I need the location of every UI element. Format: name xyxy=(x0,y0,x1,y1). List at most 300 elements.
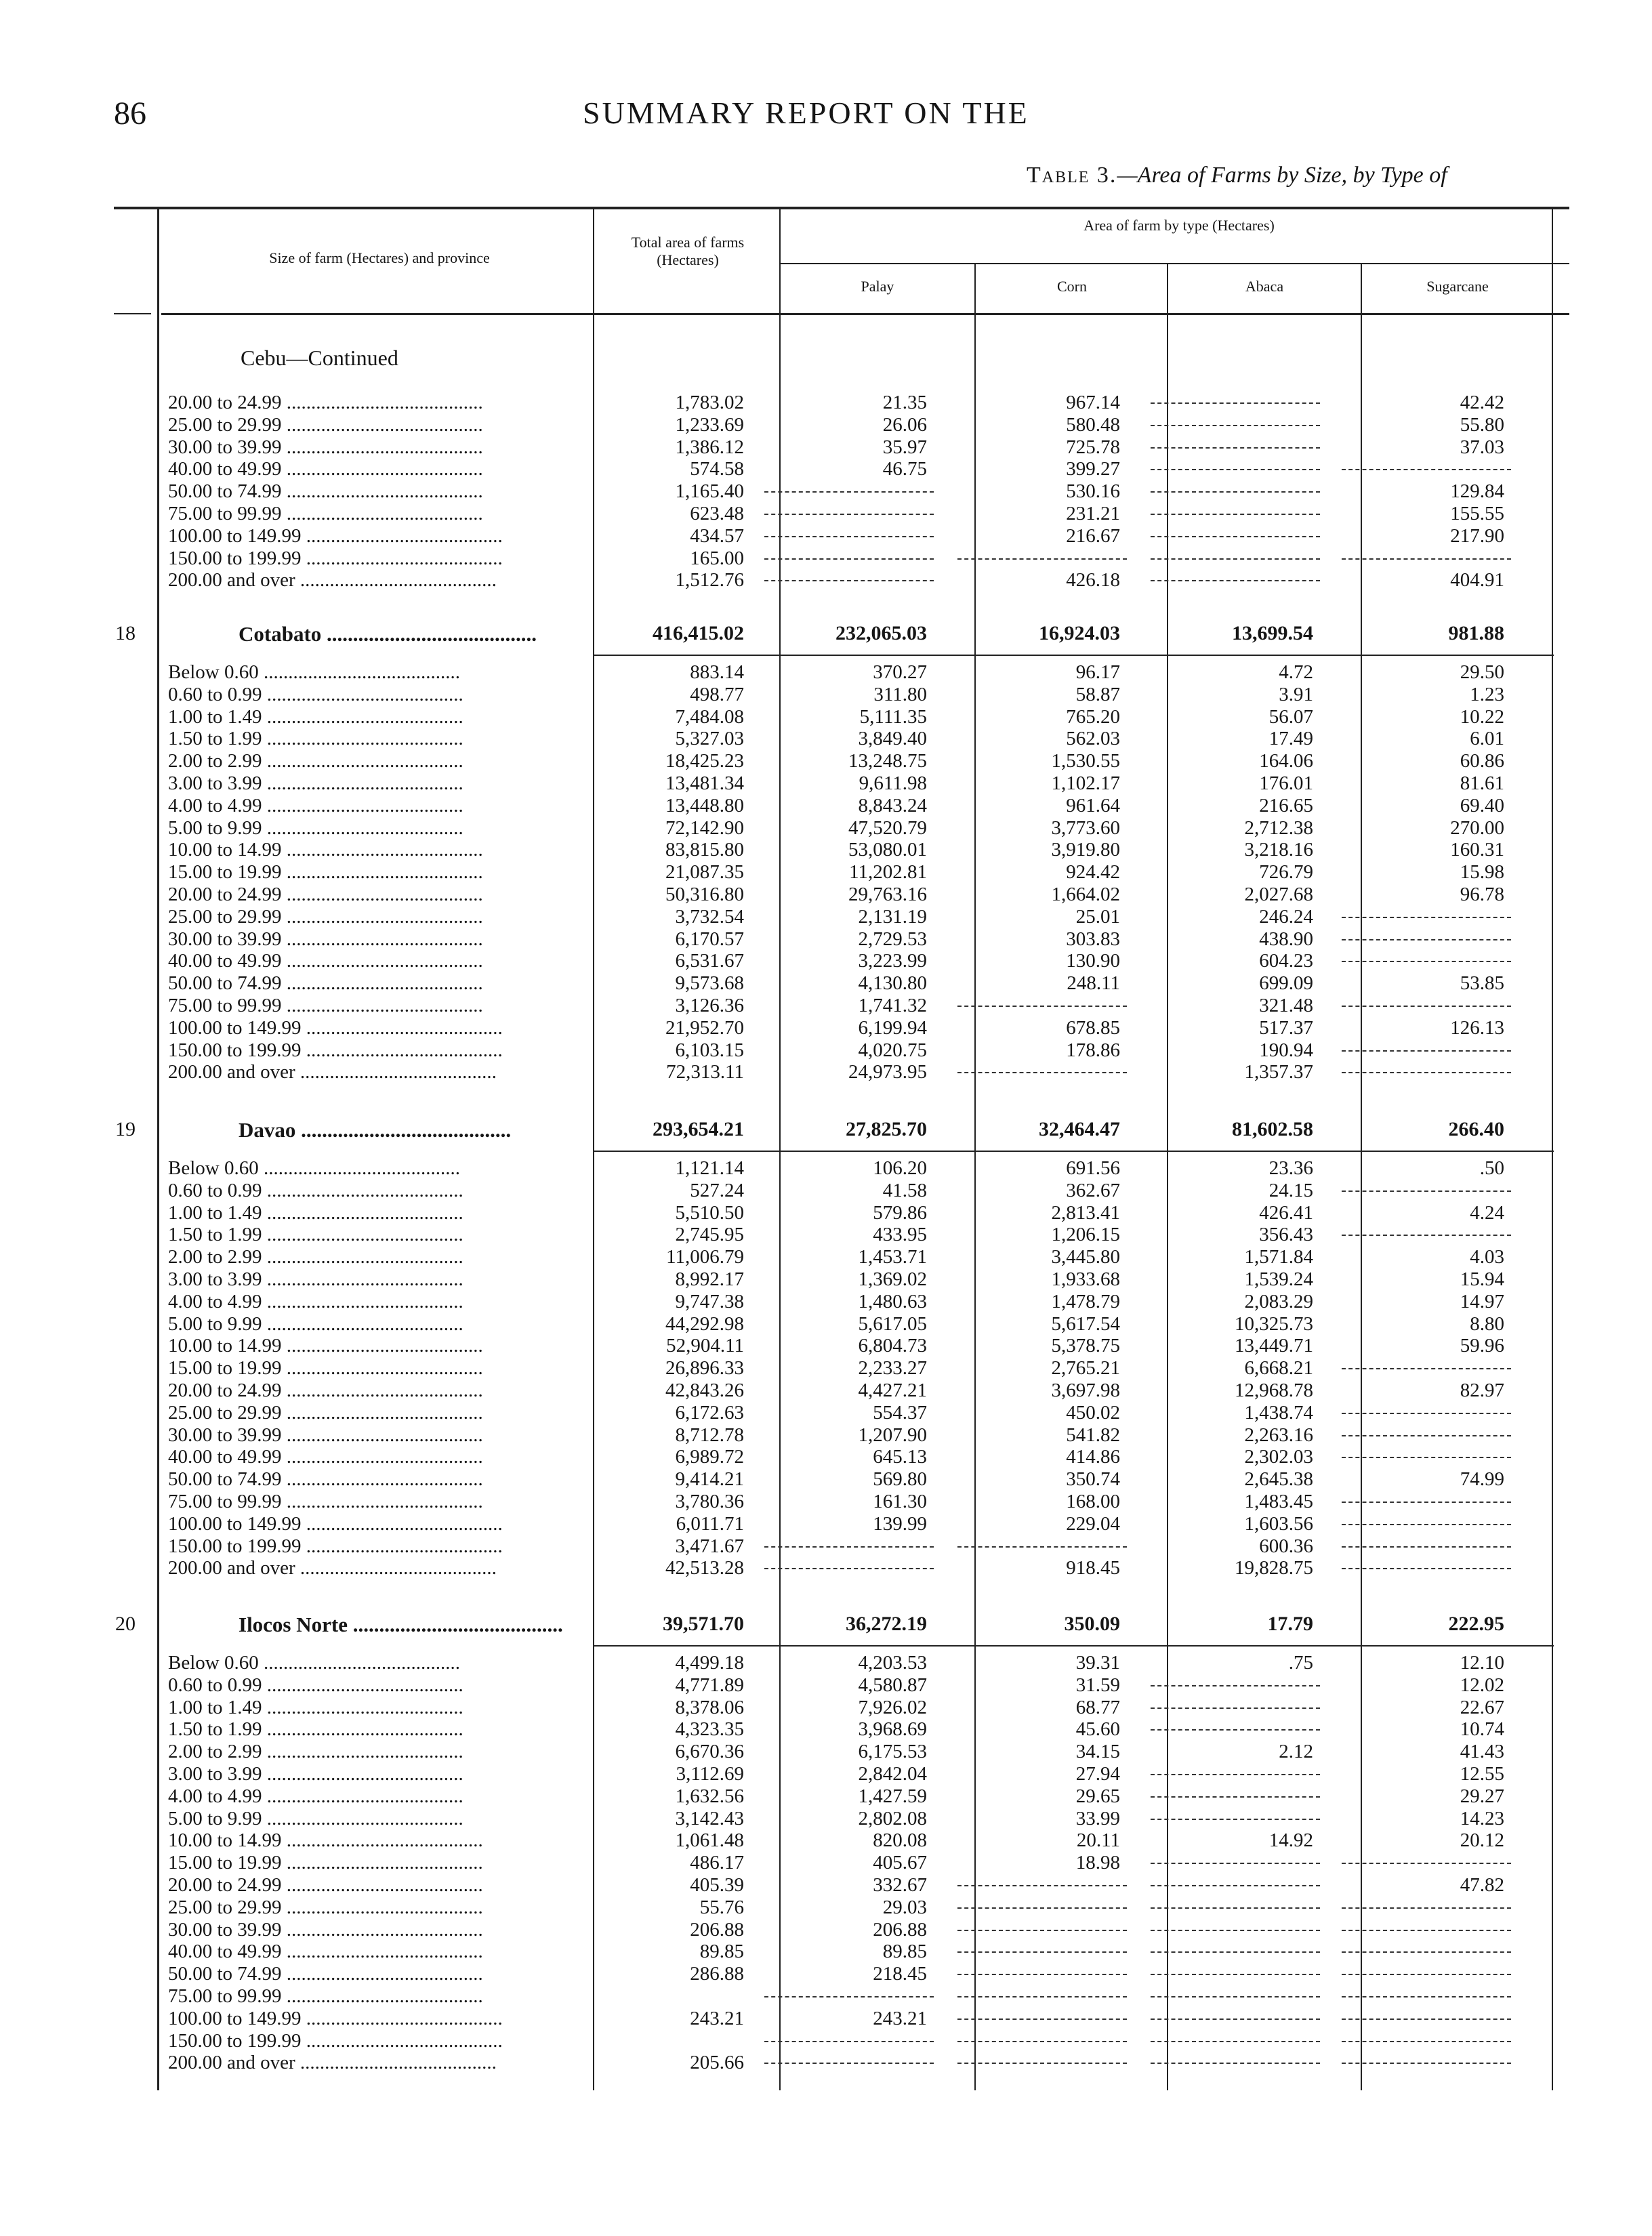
row-value-cell: 47,520.79 xyxy=(848,816,927,839)
row-value-cell: 1,664.02 xyxy=(1051,883,1120,905)
row-value-cell: 433.95 xyxy=(873,1224,927,1246)
row-value-cell: 176.01 xyxy=(1259,772,1313,794)
row-list xyxy=(168,392,1572,592)
table-row xyxy=(168,1468,1572,1491)
row-value-cell: 356.43 xyxy=(1259,1224,1313,1246)
row-value-cell: 486.17 xyxy=(690,1852,744,1874)
empty-cell-dash xyxy=(1151,1674,1320,1686)
row-value-cell: 14.97 xyxy=(1460,1290,1504,1312)
table-row xyxy=(168,1535,1572,1558)
row-value-cell: 106.20 xyxy=(873,1157,927,1179)
row-value-cell: 1,539.24 xyxy=(1244,1268,1313,1290)
row-size-label: 100.00 to 149.99 ........................................ xyxy=(168,2007,503,2029)
row-value-cell: 924.42 xyxy=(1066,861,1120,884)
row-value-cell: 1,369.02 xyxy=(858,1268,927,1290)
row-value-cell: 165.00 xyxy=(690,547,744,569)
row-value-cell: 243.21 xyxy=(873,2007,927,2029)
row-value-cell: 23.36 xyxy=(1268,1157,1313,1179)
row-size-label: 25.00 to 29.99 ........................................ xyxy=(168,905,483,928)
row-value-cell: 53.85 xyxy=(1460,972,1504,995)
empty-cell-dash xyxy=(1342,928,1511,940)
row-size-label: 5.00 to 9.99 ........................................ xyxy=(168,1312,463,1335)
province-total-cell: 36,272.19 xyxy=(846,1613,927,1635)
row-value-cell: 248.11 xyxy=(1067,972,1120,995)
row-value-cell: 13,481.34 xyxy=(665,772,744,794)
row-value-cell: 83,815.80 xyxy=(665,839,744,861)
row-value-cell: 15.98 xyxy=(1460,861,1504,884)
row-value-cell: 12.02 xyxy=(1460,1674,1504,1696)
row-value-cell: 4,130.80 xyxy=(858,972,927,995)
row-value-cell: 623.48 xyxy=(690,502,744,524)
empty-cell-dash xyxy=(1342,2052,1511,2064)
row-value-cell: 168.00 xyxy=(1066,1490,1120,1512)
row-value-cell: 72,313.11 xyxy=(666,1061,744,1083)
empty-cell-dash xyxy=(1151,1985,1320,1997)
row-value-cell: 82.97 xyxy=(1460,1379,1504,1401)
row-value-cell: 41.58 xyxy=(882,1179,927,1201)
table-row xyxy=(168,569,1572,592)
table-row xyxy=(168,547,1572,570)
row-value-cell: 139.99 xyxy=(873,1512,927,1535)
table-row xyxy=(168,1763,1572,1785)
empty-cell-dash xyxy=(957,2008,1127,2020)
row-value-cell: 6,668.21 xyxy=(1244,1357,1313,1380)
empty-cell-dash xyxy=(957,1874,1127,1886)
province-total-rule xyxy=(593,1645,1554,1647)
row-value-cell: 554.37 xyxy=(873,1401,927,1424)
empty-cell-dash xyxy=(1151,436,1320,449)
empty-cell-dash xyxy=(1342,1180,1511,1192)
empty-cell-dash xyxy=(1342,950,1511,962)
table-row xyxy=(168,1246,1572,1268)
header-bottom-rule xyxy=(161,313,1569,315)
table-row xyxy=(168,2008,1572,2030)
row-value-cell: 21,952.70 xyxy=(665,1016,744,1039)
row-value-cell: 18.98 xyxy=(1075,1852,1120,1874)
row-value-cell: 12,968.78 xyxy=(1235,1379,1313,1401)
table-row xyxy=(168,1039,1572,1062)
row-size-label: 150.00 to 199.99 ........................................ xyxy=(168,2029,503,2052)
row-size-label: 25.00 to 29.99 ........................................ xyxy=(168,1401,483,1424)
row-value-cell: 20.11 xyxy=(1076,1829,1120,1852)
empty-cell-dash xyxy=(1342,1061,1511,1073)
empty-cell-dash xyxy=(1151,458,1320,470)
row-value-cell: 24,973.95 xyxy=(848,1061,927,1083)
row-value-cell: 270.00 xyxy=(1450,816,1504,839)
empty-cell-dash xyxy=(957,1941,1127,1953)
table-row xyxy=(168,706,1572,728)
empty-cell-dash xyxy=(1342,1852,1511,1864)
row-value-cell: 10.74 xyxy=(1460,1718,1504,1741)
row-value-cell: 6,170.57 xyxy=(675,928,744,950)
province-total-cell: 222.95 xyxy=(1448,1613,1504,1635)
table-row xyxy=(168,1963,1572,1985)
row-size-label: 150.00 to 199.99 ........................................ xyxy=(168,1535,503,1557)
row-value-cell: 6,199.94 xyxy=(858,1016,927,1039)
row-value-cell: 580.48 xyxy=(1066,413,1120,436)
row-value-cell: 600.36 xyxy=(1259,1535,1313,1557)
table-row xyxy=(168,392,1572,414)
row-size-label: 40.00 to 49.99 ........................................ xyxy=(168,458,483,480)
row-value-cell: 2,083.29 xyxy=(1244,1290,1313,1312)
header-sugarcane: Sugarcane xyxy=(1426,278,1489,295)
row-value-cell: 562.03 xyxy=(1066,728,1120,750)
province-total-cell: 232,065.03 xyxy=(835,622,927,644)
province-total-cell: 27,825.70 xyxy=(846,1118,927,1140)
row-value-cell: 426.18 xyxy=(1066,569,1120,592)
row-value-cell: 229.04 xyxy=(1066,1512,1120,1535)
empty-cell-dash xyxy=(1342,1491,1511,1503)
table-caption xyxy=(1027,163,1447,188)
row-value-cell: 69.40 xyxy=(1460,794,1504,816)
row-value-cell: 1,632.56 xyxy=(675,1785,744,1807)
empty-cell-dash xyxy=(957,1985,1127,1997)
row-size-label: 30.00 to 39.99 ........................................ xyxy=(168,1918,483,1941)
row-value-cell: 2,027.68 xyxy=(1244,883,1313,905)
empty-cell-dash xyxy=(1151,525,1320,537)
table-row xyxy=(168,906,1572,928)
row-value-cell: 2,842.04 xyxy=(858,1762,927,1785)
row-value-cell: 161.30 xyxy=(873,1490,927,1512)
row-value-cell: 52,904.11 xyxy=(666,1335,744,1357)
row-value-cell: 246.24 xyxy=(1259,905,1313,928)
row-value-cell: 12.10 xyxy=(1460,1652,1504,1674)
row-size-label: 4.00 to 4.99 ........................................ xyxy=(168,794,463,816)
province-total-cell: 350.09 xyxy=(1064,1613,1120,1635)
row-value-cell: 8,712.78 xyxy=(675,1424,744,1446)
table-row xyxy=(168,1157,1572,1180)
row-value-cell: 89.85 xyxy=(882,1941,927,1963)
row-value-cell: 1,478.79 xyxy=(1051,1290,1120,1312)
row-value-cell: 4,499.18 xyxy=(675,1652,744,1674)
row-value-cell: 39.31 xyxy=(1075,1652,1120,1674)
table-row xyxy=(168,1291,1572,1313)
row-value-cell: 218.45 xyxy=(873,1963,927,1985)
row-value-cell: 1,933.68 xyxy=(1051,1268,1120,1290)
row-value-cell: 26,896.33 xyxy=(665,1357,744,1380)
row-value-cell: .75 xyxy=(1288,1652,1313,1674)
empty-cell-dash xyxy=(1151,503,1320,515)
row-value-cell: 58.87 xyxy=(1075,683,1120,705)
row-value-cell: 1,233.69 xyxy=(675,413,744,436)
empty-cell-dash xyxy=(1342,1039,1511,1052)
table-row xyxy=(168,2052,1572,2074)
row-value-cell: 3,142.43 xyxy=(675,1807,744,1829)
row-value-cell: 216.67 xyxy=(1066,524,1120,547)
row-value-cell: 12.55 xyxy=(1460,1762,1504,1785)
table-row xyxy=(168,928,1572,951)
empty-cell-dash xyxy=(1151,1785,1320,1798)
row-value-cell: 2,729.53 xyxy=(858,928,927,950)
row-value-cell: 59.96 xyxy=(1460,1335,1504,1357)
table-row xyxy=(168,1718,1572,1741)
row-value-cell: 426.41 xyxy=(1259,1201,1313,1224)
row-value-cell: 53,080.01 xyxy=(848,839,927,861)
empty-cell-dash xyxy=(1151,1874,1320,1886)
row-size-label: 150.00 to 199.99 ........................................ xyxy=(168,547,503,569)
row-value-cell: 2,302.03 xyxy=(1244,1446,1313,1468)
row-value-cell: 96.17 xyxy=(1075,661,1120,683)
row-value-cell: 13,449.71 xyxy=(1235,1335,1313,1357)
table-row xyxy=(168,1357,1572,1380)
row-size-label: 2.00 to 2.99 ........................................ xyxy=(168,1246,463,1268)
row-size-label: 4.00 to 4.99 ........................................ xyxy=(168,1290,463,1312)
row-size-label: 50.00 to 74.99 ........................................ xyxy=(168,1468,483,1491)
row-value-cell: 1,061.48 xyxy=(675,1829,744,1852)
row-value-cell: 25.01 xyxy=(1075,905,1120,928)
row-list xyxy=(168,661,1572,1083)
header-size-col: Size of farm (Hectares) and province xyxy=(269,249,490,266)
row-value-cell: 4.03 xyxy=(1470,1246,1504,1268)
row-value-cell: 2,745.95 xyxy=(675,1224,744,1246)
row-value-cell: 205.66 xyxy=(690,2052,744,2074)
empty-cell-dash xyxy=(1342,1897,1511,1909)
table-row xyxy=(168,414,1572,436)
empty-cell-dash xyxy=(764,569,934,581)
row-size-label: 1.50 to 1.99 ........................................ xyxy=(168,1224,463,1246)
row-value-cell: 44,292.98 xyxy=(665,1312,744,1335)
table-row xyxy=(168,1697,1572,1719)
row-value-cell: 55.76 xyxy=(699,1896,744,1918)
empty-cell-dash xyxy=(1151,1897,1320,1909)
row-value-cell: 2,765.21 xyxy=(1051,1357,1120,1380)
row-value-cell: 4,771.89 xyxy=(675,1674,744,1696)
table-caption-rest: —Area of Farms by Size, by Type of xyxy=(1117,163,1447,188)
row-size-label: 20.00 to 24.99 ........................................ xyxy=(168,1379,483,1401)
row-value-cell: 6,670.36 xyxy=(675,1741,744,1763)
row-value-cell: 15.94 xyxy=(1460,1268,1504,1290)
row-value-cell: 14.23 xyxy=(1460,1807,1504,1829)
table-row xyxy=(168,1985,1572,2008)
row-value-cell: 178.86 xyxy=(1066,1039,1120,1061)
empty-cell-dash xyxy=(764,525,934,537)
row-value-cell: 404.91 xyxy=(1450,569,1504,592)
table-row xyxy=(168,772,1572,795)
province-name: Ilocos Norte ........................................ xyxy=(239,1613,563,1636)
row-size-label: 1.50 to 1.99 ........................................ xyxy=(168,1718,463,1741)
row-size-label: 50.00 to 74.99 ........................................ xyxy=(168,480,483,503)
row-size-label: 10.00 to 14.99 ........................................ xyxy=(168,1335,483,1357)
row-value-cell: 45.60 xyxy=(1075,1718,1120,1741)
row-size-label: 20.00 to 24.99 ........................................ xyxy=(168,392,483,413)
row-value-cell: 5,378.75 xyxy=(1051,1335,1120,1357)
empty-cell-dash xyxy=(1342,1963,1511,1975)
row-value-cell: 1,207.90 xyxy=(858,1424,927,1446)
row-size-label: 15.00 to 19.99 ........................................ xyxy=(168,861,483,884)
table-row xyxy=(168,684,1572,706)
table-row xyxy=(168,1202,1572,1224)
empty-cell-dash xyxy=(1342,1357,1511,1369)
row-value-cell: 4.24 xyxy=(1470,1201,1504,1224)
row-value-cell: 3,471.67 xyxy=(675,1535,744,1557)
row-value-cell: 37.03 xyxy=(1460,436,1504,458)
row-size-label: 100.00 to 149.99 ........................................ xyxy=(168,1512,503,1535)
table-row xyxy=(168,1268,1572,1291)
row-value-cell: 3,919.80 xyxy=(1051,839,1120,861)
province-total-rule xyxy=(593,1151,1554,1152)
row-value-cell: 498.77 xyxy=(690,683,744,705)
table-row xyxy=(168,480,1572,503)
row-size-label: 50.00 to 74.99 ........................................ xyxy=(168,1963,483,1985)
row-value-cell: 31.59 xyxy=(1075,1674,1120,1696)
empty-cell-dash xyxy=(1342,995,1511,1007)
table-row xyxy=(168,1557,1572,1579)
row-value-cell: 286.88 xyxy=(690,1963,744,1985)
row-size-label: 3.00 to 3.99 ........................................ xyxy=(168,1762,463,1785)
empty-cell-dash xyxy=(957,1919,1127,1931)
table-row xyxy=(168,839,1572,861)
row-value-cell: 1,102.17 xyxy=(1051,772,1120,794)
empty-cell-dash xyxy=(957,1535,1127,1548)
row-size-label: Below 0.60 ........................................ xyxy=(168,661,460,683)
row-size-label: 30.00 to 39.99 ........................................ xyxy=(168,436,483,458)
row-value-cell: 530.16 xyxy=(1066,480,1120,503)
row-value-cell: 3,218.16 xyxy=(1244,839,1313,861)
row-value-cell: 11,202.81 xyxy=(849,861,927,884)
row-size-label: 200.00 and over ........................................ xyxy=(168,569,497,592)
empty-cell-dash xyxy=(957,2052,1127,2064)
row-value-cell: 164.06 xyxy=(1259,750,1313,772)
table-row xyxy=(168,1017,1572,1039)
row-value-cell: 190.94 xyxy=(1259,1039,1313,1061)
empty-cell-dash xyxy=(1342,1557,1511,1569)
row-size-label: 30.00 to 39.99 ........................................ xyxy=(168,1424,483,1446)
province-total-cell: 981.88 xyxy=(1448,622,1504,644)
row-value-cell: 1,483.45 xyxy=(1244,1490,1313,1512)
table-row xyxy=(168,2030,1572,2052)
row-value-cell: 6,531.67 xyxy=(675,950,744,972)
row-value-cell: 56.07 xyxy=(1268,705,1313,728)
province-name: Cotabato ........................................ xyxy=(239,622,537,646)
row-size-label: Below 0.60 ........................................ xyxy=(168,1652,460,1674)
empty-cell-dash xyxy=(1151,1697,1320,1709)
province-total-cell: 39,571.70 xyxy=(663,1613,744,1635)
row-size-label: 1.00 to 1.49 ........................................ xyxy=(168,1696,463,1718)
row-value-cell: 3,780.36 xyxy=(675,1490,744,1512)
row-value-cell: 691.56 xyxy=(1066,1157,1120,1179)
row-value-cell: 89.85 xyxy=(699,1941,744,1963)
row-size-label: 1.50 to 1.99 ........................................ xyxy=(168,728,463,750)
row-value-cell: 9,611.98 xyxy=(859,772,927,794)
row-size-label: 0.60 to 0.99 ........................................ xyxy=(168,1674,463,1696)
row-value-cell: 206.88 xyxy=(690,1918,744,1941)
row-size-label: 150.00 to 199.99 ........................................ xyxy=(168,1039,503,1061)
row-value-cell: 1,438.74 xyxy=(1244,1401,1313,1424)
empty-cell-dash xyxy=(957,1061,1127,1073)
empty-cell-dash xyxy=(764,503,934,515)
row-value-cell: 405.67 xyxy=(873,1852,927,1874)
empty-cell-dash xyxy=(1342,1919,1511,1931)
row-value-cell: 645.13 xyxy=(873,1446,927,1468)
province-total-cell: 293,654.21 xyxy=(653,1118,744,1140)
row-value-cell: 11,006.79 xyxy=(666,1246,744,1268)
row-value-cell: 47.82 xyxy=(1460,1873,1504,1896)
row-value-cell: 29.03 xyxy=(882,1896,927,1918)
table-row xyxy=(168,1674,1572,1697)
row-size-label: 200.00 and over ........................................ xyxy=(168,1061,497,1083)
empty-cell-dash xyxy=(1151,1852,1320,1864)
header-total-col: Total area of farms (Hectares) xyxy=(631,234,745,268)
row-value-cell: 17.49 xyxy=(1268,728,1313,750)
table-row xyxy=(168,950,1572,972)
row-value-cell: 725.78 xyxy=(1066,436,1120,458)
row-value-cell: 126.13 xyxy=(1450,1016,1504,1039)
table-row xyxy=(168,1061,1572,1083)
row-size-label: 40.00 to 49.99 ........................................ xyxy=(168,1941,483,1963)
row-size-label: 3.00 to 3.99 ........................................ xyxy=(168,772,463,794)
row-size-label: 0.60 to 0.99 ........................................ xyxy=(168,683,463,705)
row-list xyxy=(168,1157,1572,1579)
empty-cell-dash xyxy=(764,480,934,493)
row-value-cell: 10,325.73 xyxy=(1235,1312,1313,1335)
row-value-cell: 2.12 xyxy=(1279,1741,1313,1763)
running-title: SUMMARY REPORT ON THE xyxy=(583,96,1029,130)
row-value-cell: 1,603.56 xyxy=(1244,1512,1313,1535)
table-row xyxy=(168,525,1572,547)
table-row xyxy=(168,1652,1572,1674)
row-value-cell: 1,741.32 xyxy=(858,994,927,1016)
empty-cell-dash xyxy=(764,2052,934,2064)
empty-cell-dash xyxy=(1342,1446,1511,1458)
row-value-cell: 21.35 xyxy=(882,392,927,413)
province-name: Davao ........................................ xyxy=(239,1118,512,1142)
row-value-cell: 3,112.69 xyxy=(676,1762,744,1785)
row-value-cell: 1,206.15 xyxy=(1051,1224,1120,1246)
table-row xyxy=(168,1829,1572,1852)
province-total-cell: 416,415.02 xyxy=(653,622,744,644)
row-value-cell: 569.80 xyxy=(873,1468,927,1491)
empty-cell-dash xyxy=(957,995,1127,1007)
row-list xyxy=(168,1652,1572,2074)
row-value-cell: 22.67 xyxy=(1460,1696,1504,1718)
row-value-cell: 19,828.75 xyxy=(1235,1557,1313,1579)
row-value-cell: 3,968.69 xyxy=(858,1718,927,1741)
empty-cell-dash xyxy=(764,2030,934,2042)
row-value-cell: 1,386.12 xyxy=(675,436,744,458)
row-value-cell: 604.23 xyxy=(1259,950,1313,972)
row-size-label: 5.00 to 9.99 ........................................ xyxy=(168,816,463,839)
table-row xyxy=(168,1741,1572,1763)
row-size-label: 200.00 and over ........................................ xyxy=(168,1557,497,1579)
row-value-cell: 2,131.19 xyxy=(858,905,927,928)
table-row xyxy=(168,1424,1572,1447)
row-value-cell: 8.80 xyxy=(1470,1312,1504,1335)
row-value-cell: 303.83 xyxy=(1066,928,1120,950)
row-size-label: 10.00 to 14.99 ........................................ xyxy=(168,1829,483,1852)
row-value-cell: 13,248.75 xyxy=(848,750,927,772)
row-size-label: 15.00 to 19.99 ........................................ xyxy=(168,1852,483,1874)
row-value-cell: 72,142.90 xyxy=(665,816,744,839)
continued-section-rows xyxy=(115,392,1572,595)
row-value-cell: 5,617.05 xyxy=(858,1312,927,1335)
table-row xyxy=(168,795,1572,817)
province-total-cell: 81,602.58 xyxy=(1232,1118,1313,1140)
page-number: 86 xyxy=(114,96,146,131)
row-value-cell: 699.09 xyxy=(1259,972,1313,995)
empty-cell-dash xyxy=(1151,1718,1320,1731)
empty-cell-dash xyxy=(1151,1763,1320,1775)
empty-cell-dash xyxy=(957,1963,1127,1975)
table-row xyxy=(168,1874,1572,1897)
row-value-cell: 6.01 xyxy=(1470,728,1504,750)
table-row xyxy=(168,1897,1572,1919)
row-size-label: 100.00 to 149.99 ........................................ xyxy=(168,524,503,547)
province-total-cell: 32,464.47 xyxy=(1039,1118,1120,1140)
row-value-cell: 5,327.03 xyxy=(675,728,744,750)
empty-cell-dash xyxy=(764,547,934,560)
row-value-cell: 29,763.16 xyxy=(848,883,927,905)
row-value-cell: 155.55 xyxy=(1450,502,1504,524)
